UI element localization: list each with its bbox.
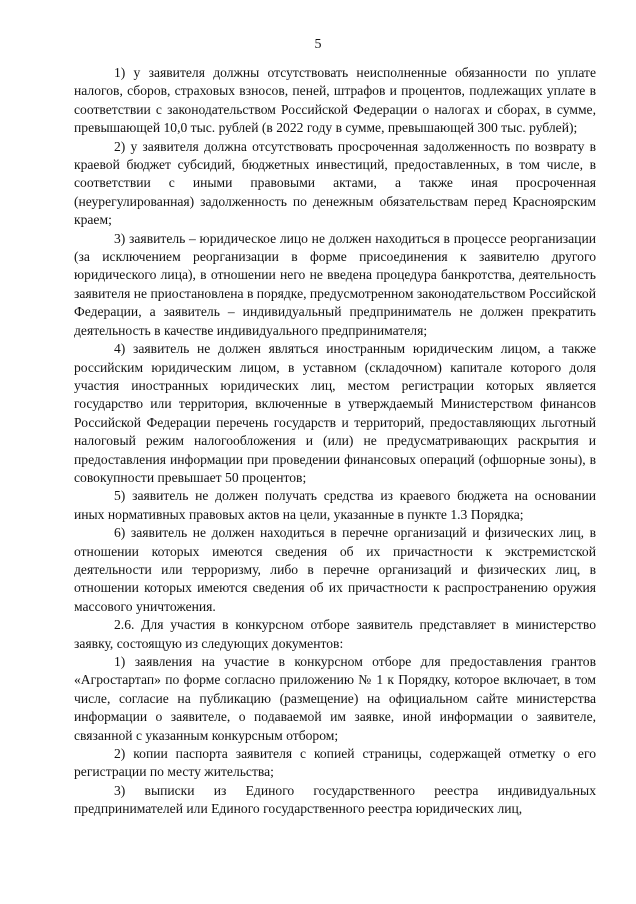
paragraph-document-1: 1) заявления на участие в конкурсном отборе для предоставления грантов «Агростартап» по форме согласно приложению № 1 к Порядку, которое включает, в том числе, согласие на публикацию (размещение) на официальном сайте министерства информации о заявителе, о подаваемой им заявке, иной информации о заявителе, связанной с указанным конкурсным отбором; xyxy=(74,654,596,743)
paragraph-requirement-2: 2) у заявителя должна отсутствовать просроченная задолженность по возврату в краевой бюджет субсидий, бюджетных инвестиций, предоставленных, в том числе, в соответствии с иными правовыми актами, а также иная просроченная (неурегулированная) задолженность по денежным обязательствам перед Красноярским краем; xyxy=(74,138,596,228)
paragraph-document-2: 2) копии паспорта заявителя с копией страницы, содержащей отметку о его регистрации по месту жительства; xyxy=(74,746,596,780)
paragraph-section-2-6: 2.6. Для участия в конкурсном отборе заявитель представляет в министерство заявку, состоящую из следующих документов: xyxy=(74,617,596,651)
paragraph-requirement-1: 1) у заявителя должны отсутствовать неисполненные обязанности по уплате налогов, сборов, страховых взносов, пеней, штрафов и процентов, подлежащих уплате в соответствии с законодательством Российской Федерации о налогах и сборах, в сумме, превышающей 10,0 тыс. рублей (в 2022 году в сумме, превышающей 300 тыс. рублей); xyxy=(74,65,596,136)
page-number: 5 xyxy=(314,37,322,52)
paragraph-requirement-3: 3) заявитель – юридическое лицо не должен находиться в процессе реорганизации (за исключением реорганизации в форме присоединения к заявителю другого юридического лица), в отношении него не введена процедура банкротства, деятельность заявителя не приостановлена в порядке, предусмотренном законодательством Российской Федерации, а заявитель – индивидуальный предприниматель не должен прекратить деятельность в качестве индивидуального предпринимателя; xyxy=(74,230,597,338)
paragraph-requirement-5: 5) заявитель не должен получать средства из краевого бюджета на основании иных нормативных правовых актов на цели, указанные в пункте 1.3 Порядка; xyxy=(74,488,596,522)
document-body xyxy=(74,64,596,819)
paragraph-document-3: 3) выписки из Единого государственного реестра индивидуальных предпринимателей или Единого государственного реестра юридических лиц, xyxy=(74,782,596,817)
paragraph-requirement-6: 6) заявитель не должен находиться в перечне организаций и физических лиц, в отношении которых имеются сведения об их причастности к экстремистской деятельности или терроризму, либо в перечне организаций и физических лиц, в отношении которых имеются сведения об их причастности к распространению оружия массового уничтожения. xyxy=(74,525,596,614)
paragraph-requirement-4: 4) заявитель не должен являться иностранным юридическим лицом, а также российским юридическим лицом, в уставном (складочном) капитале которого доля участия иностранных юридических лиц, местом регистрации которых является государство или территория, включенные в утверждаемый Министерством финансов Российской Федерации перечень государств и территорий, предоставляющих льготный налоговый режим налогообложения и (или) не предусматривающих раскрытия и предоставления информации при проведении финансовых операций (офшорные зоны), в совокупности превышает 50 процентов; xyxy=(74,341,596,485)
